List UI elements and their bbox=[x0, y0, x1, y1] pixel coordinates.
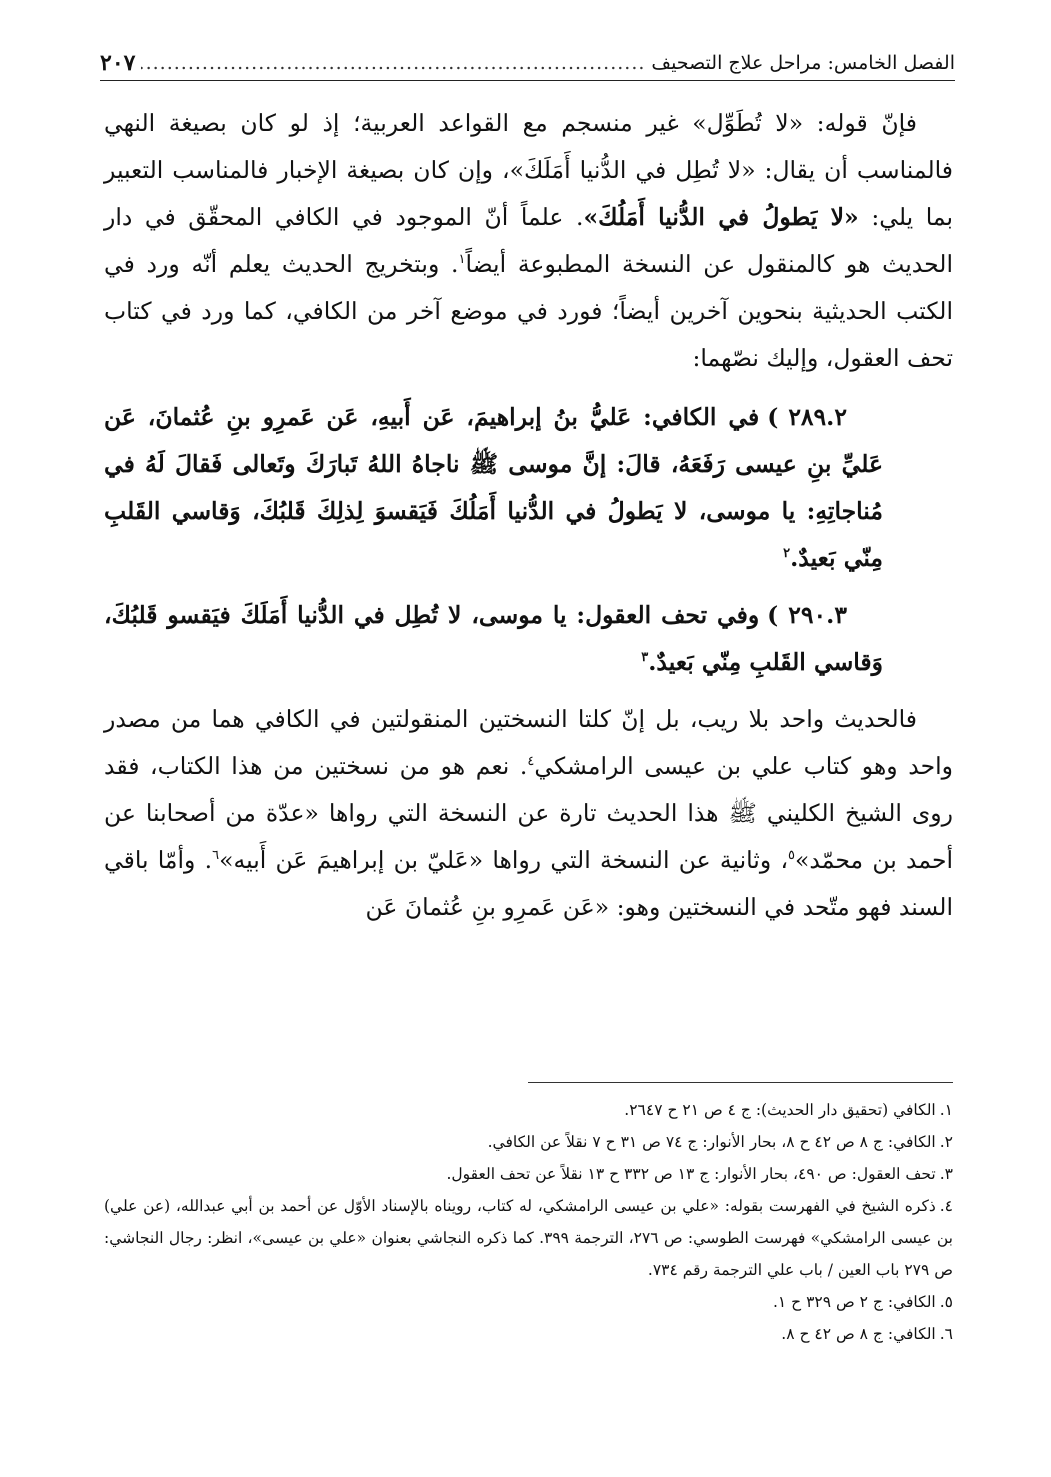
analysis-paragraph-wrap bbox=[104, 696, 953, 931]
page-number: ٢٠٧ bbox=[100, 50, 136, 76]
intro-paragraph: فإنّ قوله: «لا تُطَوِّل» غير منسجم مع القواعد العربية؛ إذ لو كان بصيغة النهي فالمناسب أن يقال: «لا تُطِل في الدُّنيا أَمَلَكَ»، وإن كان بصيغة الإخبار فالمناسب التعبير بما يلي: «لا يَطولُ في الدُّنيا أَمَلُكَ». علماً أنّ الموجود في الكافي المحقّق في دار الحديث هو كالمنقول عن النسخة المطبوعة أيضاً$^١$. وبتخريج الحديث يعلم أنّه ورد في الكتب الحديثية بنحوين آخرين أيضاً؛ فورد في موضع آخر من الكافي، كما ورد في كتاب تحف العقول، وإليك نصّهما: bbox=[104, 109, 953, 372]
hadith-number: ٢٩٠. bbox=[788, 601, 835, 629]
footnote: ٦.الكافي: ج ٨ ص ٤٢ ح ٨. bbox=[781, 1325, 953, 1343]
footnote: ١.الكافي (تحقيق دار الحديث): ج ٤ ص ٢١ ح ٢٦٤٧. bbox=[624, 1101, 953, 1119]
hadith-number: ٢٨٩. bbox=[788, 403, 835, 431]
footnote-ref[interactable]: ٥ bbox=[788, 848, 796, 864]
footnote-ref[interactable]: ٣ bbox=[641, 650, 649, 666]
hadith-emphasis: لا يَطولُ في الدُّنيا أَمَلُكَ bbox=[449, 497, 688, 525]
running-header bbox=[100, 40, 955, 81]
analysis-paragraph: فالحديث واحد بلا ريب، بل إنّ كلتا النسختين المنقولتين في الكافي هما من مصدر واحد وهو كتاب علي بن عيسى الرامشكي$^٤$. نعم هو من نسختين من هذا الكتاب، فقد روى الشيخ الكليني ﷺ هذا الحديث تارة عن النسخة التي رواها «عدّة من أصحابنا عن أحمد بن محمّد»$^٥$، وثانية عن النسخة التي رواها «عَليّ بن إبراهيمَ عَن أَبيه»$^٦$. وأمّا باقي السند فهو متّحد في النسختين وهو: «عَن عَمرِو بنِ عُثمانَ عَن bbox=[104, 705, 954, 921]
footnote-ref[interactable]: ٦ bbox=[212, 848, 220, 864]
footnote-separator bbox=[528, 1082, 953, 1083]
hadith-289: ٢٨٩.٢)في الكافي: عَليُّ بنُ إبراهيمَ، عَن أَبيهِ، عَن عَمرِو بنِ عُثمانَ، عَن عَليِّ بنِ عيسى رَفَعَهُ، قالَ: إنَّ موسى ﷺ ناجاهُ اللهُ تَبارَكَ وتَعالى فَقالَ لَهُ في مُناجاتِهِ: يا موسى، لا يَطولُ في الدُّنيا أَمَلُكَ فَيَقسوَ لِذلِكَ قَلبُكَ، وَقاسي القَلبِ مِنّي بَعيدٌ.$^٢$ bbox=[104, 403, 883, 572]
footnote-ref[interactable]: ٢ bbox=[783, 546, 791, 562]
hadith-sub-number: ٢) bbox=[767, 403, 847, 431]
footnote-ref[interactable]: ٤ bbox=[527, 754, 535, 770]
footnote-ref[interactable]: ١ bbox=[458, 252, 466, 268]
hadith-block bbox=[104, 394, 883, 686]
footnote: ٥.الكافي: ج ٢ ص ٣٢٩ ح ١. bbox=[772, 1293, 953, 1311]
leader-dots bbox=[141, 52, 645, 80]
bold-phrase: «لا يَطولُ في الدُّنيا أَمَلُكَ» bbox=[583, 203, 859, 231]
footnotes bbox=[104, 1094, 953, 1350]
hadith-290: ٢٩٠.٣)وفي تحف العقول: يا موسى، لا تُطِل في الدُّنيا أَمَلَكَ فيَقسو قَلبُكَ، وَقاسي القَلبِ مِنّي بَعيدٌ.$^٣$ bbox=[104, 601, 883, 676]
hadith-sub-number: ٣) bbox=[767, 601, 847, 629]
hadith-emphasis: لا تُطِل في الدُّنيا أَمَلَكَ bbox=[240, 601, 462, 629]
chapter-title: الفصل الخامس: مراحل علاج التصحيف bbox=[651, 52, 955, 74]
footnote: ٢.الكافي: ج ٨ ص ٤٢ ح ٨، بحار الأنوار: ج ٧٤ ص ٣١ ح ٧ نقلاً عن الكافي. bbox=[487, 1133, 953, 1151]
footnote: ٤.ذكره الشيخ في الفهرست بقوله: «علي بن عيسى الرامشكي، له كتاب، رويناه بالإسناد الأوّل عن أحمد بن أبي عبدالله، (عن علي) بن عيسى الرامشكي» فهرست الطوسي: ص ٢٧٦، الترجمة ٣٩٩. كما ذكره النجاشي بعنوان «علي بن عيسى»، انظر: رجال النجاشي: ص ٢٧٩ باب العين / باب علي الترجمة رقم ٧٣٤. bbox=[104, 1197, 953, 1279]
footnote: ٣.تحف العقول: ص ٤٩٠، بحار الأنوار: ج ١٣ ص ٣٣٢ ح ١٣ نقلاً عن تحف العقول. bbox=[446, 1165, 953, 1183]
main-text bbox=[104, 100, 953, 931]
